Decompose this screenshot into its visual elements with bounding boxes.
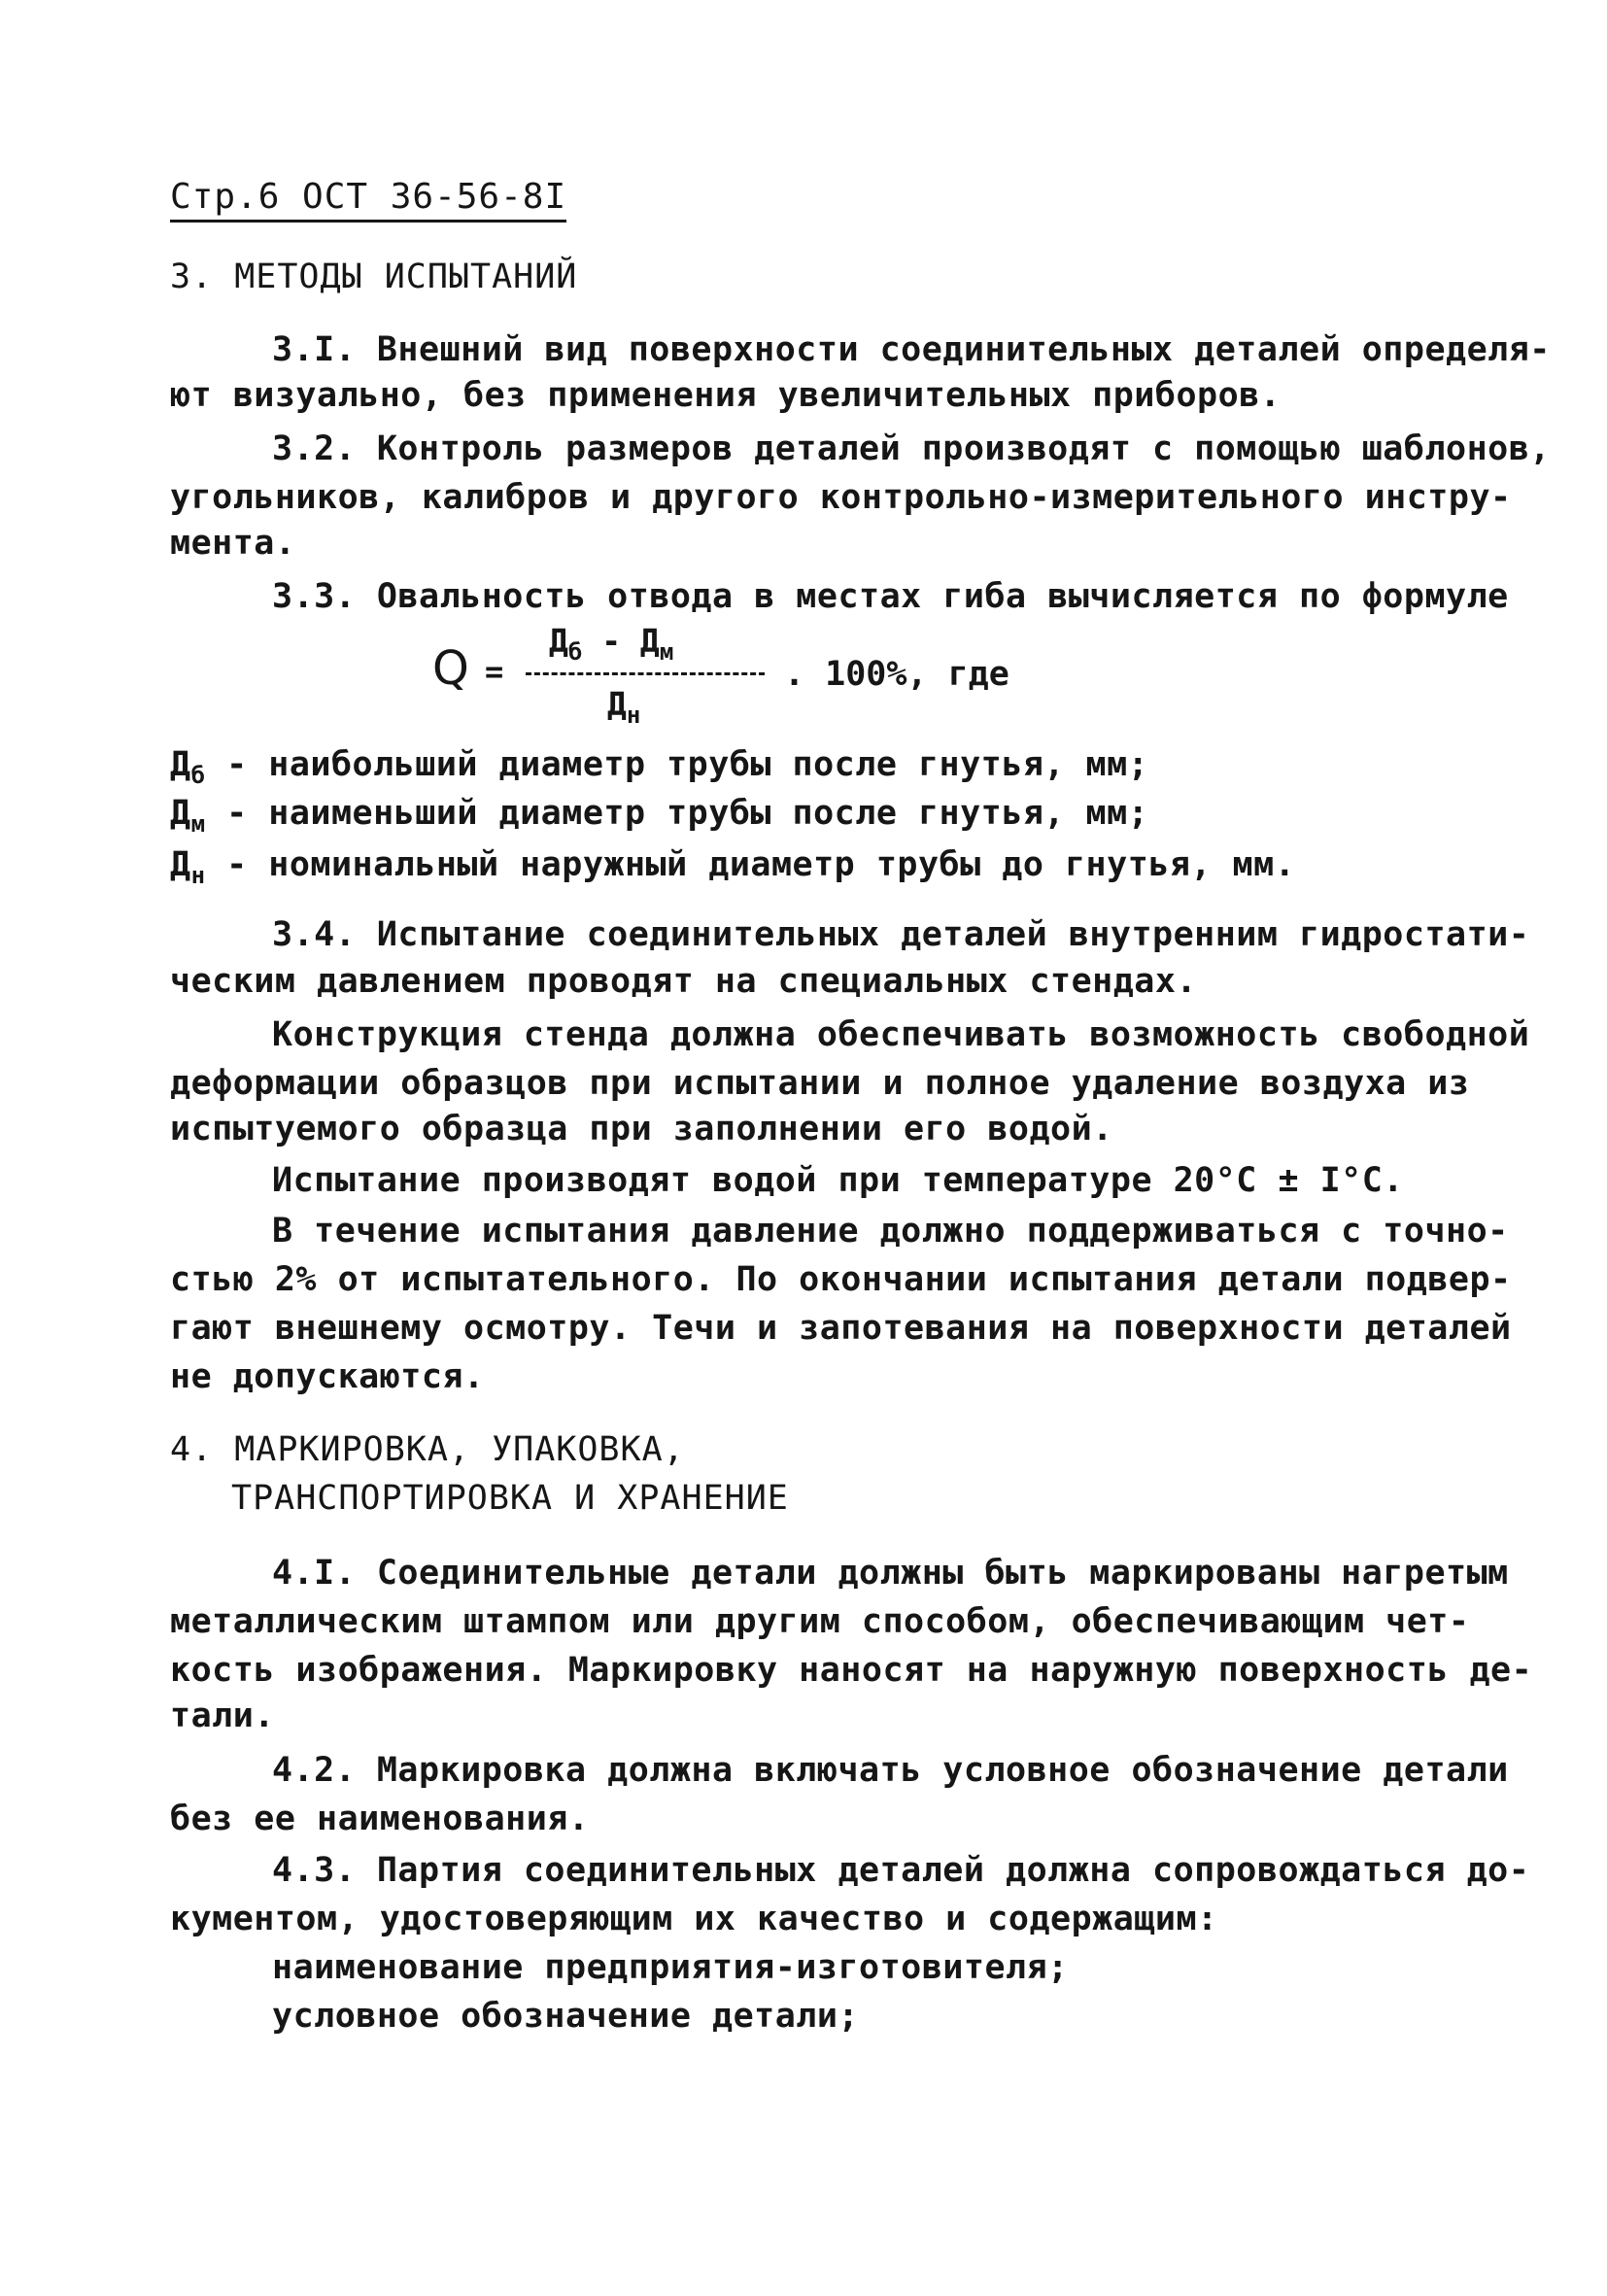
formula-equals: = — [485, 653, 504, 690]
paragraph-line: 3.3. Овальность отвода в местах гиба вычисляется по формуле — [272, 577, 1509, 616]
paragraph-line: Испытание производят водой при температуре 20°С ± I°С. — [272, 1161, 1404, 1200]
paragraph-line: гают внешнему осмотру. Течи и запотевания на поверхности деталей — [170, 1309, 1512, 1348]
paragraph-line: условное обозначение детали; — [272, 1997, 860, 2036]
paragraph-line: мента. — [170, 524, 296, 563]
section-3-title: 3. МЕТОДЫ ИСПЫТАНИЙ — [170, 257, 578, 296]
paragraph-line: 4.2. Маркировка должна включать условное обозначение детали — [272, 1751, 1509, 1790]
paragraph-line: 4.I. Соединительные детали должны быть маркированы нагретым — [272, 1554, 1509, 1593]
paragraph-line: 3.2. Контроль размеров деталей производят с помощью шаблонов, — [272, 429, 1551, 468]
paragraph-line: кументом, удостоверяющим их качество и содержащим: — [170, 1900, 1218, 1938]
paragraph-line: 4.3. Партия соединительных деталей должна сопровождаться до- — [272, 1851, 1530, 1890]
paragraph-line: испытуемого образца при заполнении его водой. — [170, 1110, 1113, 1148]
paragraph-line: без ее наименования. — [170, 1799, 590, 1838]
paragraph-line: не допускаются. — [170, 1357, 485, 1396]
ovality-formula — [432, 622, 1035, 734]
paragraph-line: кость изображения. Маркировку наносят на наружную поверхность де- — [170, 1651, 1533, 1690]
section-4-title-cont: ТРАНСПОРТИРОВКА И ХРАНЕНИЕ — [231, 1479, 789, 1518]
section-4-title: 4. МАРКИРОВКА, УПАКОВКА, — [170, 1430, 685, 1469]
formula-numerator: $Д_б - Д_м$ — [549, 622, 674, 666]
definition-line: $Д_н$ - номинальный наружный диаметр трубы до гнутья, мм. — [170, 845, 1296, 889]
definition-line: $Д_б$ - наибольший диаметр трубы после гнутья, мм; — [170, 745, 1149, 789]
definition-line: $Д_м$ - наименьший диаметр трубы после гнутья, мм; — [170, 794, 1149, 838]
formula-tail: . 100%, где — [784, 655, 1009, 694]
paragraph-line: ческим давлением проводят на специальных стендах. — [170, 962, 1198, 1001]
paragraph-line: металлическим штампом или другим способом, обеспечивающим чет- — [170, 1602, 1470, 1641]
paragraph-line: стью 2% от испытательного. По окончании испытания детали подвер- — [170, 1260, 1512, 1299]
paragraph-line: 3.4. Испытание соединительных деталей внутренним гидростати- — [272, 915, 1530, 954]
paragraph-line: тали. — [170, 1696, 275, 1735]
fraction-bar — [526, 672, 765, 675]
formula-lhs: Q — [432, 641, 469, 696]
paragraph-line: Конструкция стенда должна обеспечивать возможность свободной — [272, 1015, 1530, 1054]
page-header: Стр.6 ОСТ 36-56-8I — [170, 177, 566, 223]
paragraph-line: 3.I. Внешний вид поверхности соединительных деталей определя- — [272, 330, 1551, 369]
paragraph-line: угольников, калибров и другого контрольно-измерительного инстру- — [170, 478, 1512, 517]
paragraph-line: В течение испытания давление должно поддерживаться с точно- — [272, 1212, 1509, 1251]
paragraph-line: деформации образцов при испытании и полное удаление воздуха из — [170, 1064, 1470, 1103]
paragraph-line: наименование предприятия-изготовителя; — [272, 1948, 1069, 1987]
formula-denominator: $Д_н$ — [607, 685, 641, 729]
paragraph-line: ют визуально, без применения увеличительных приборов. — [170, 376, 1282, 415]
